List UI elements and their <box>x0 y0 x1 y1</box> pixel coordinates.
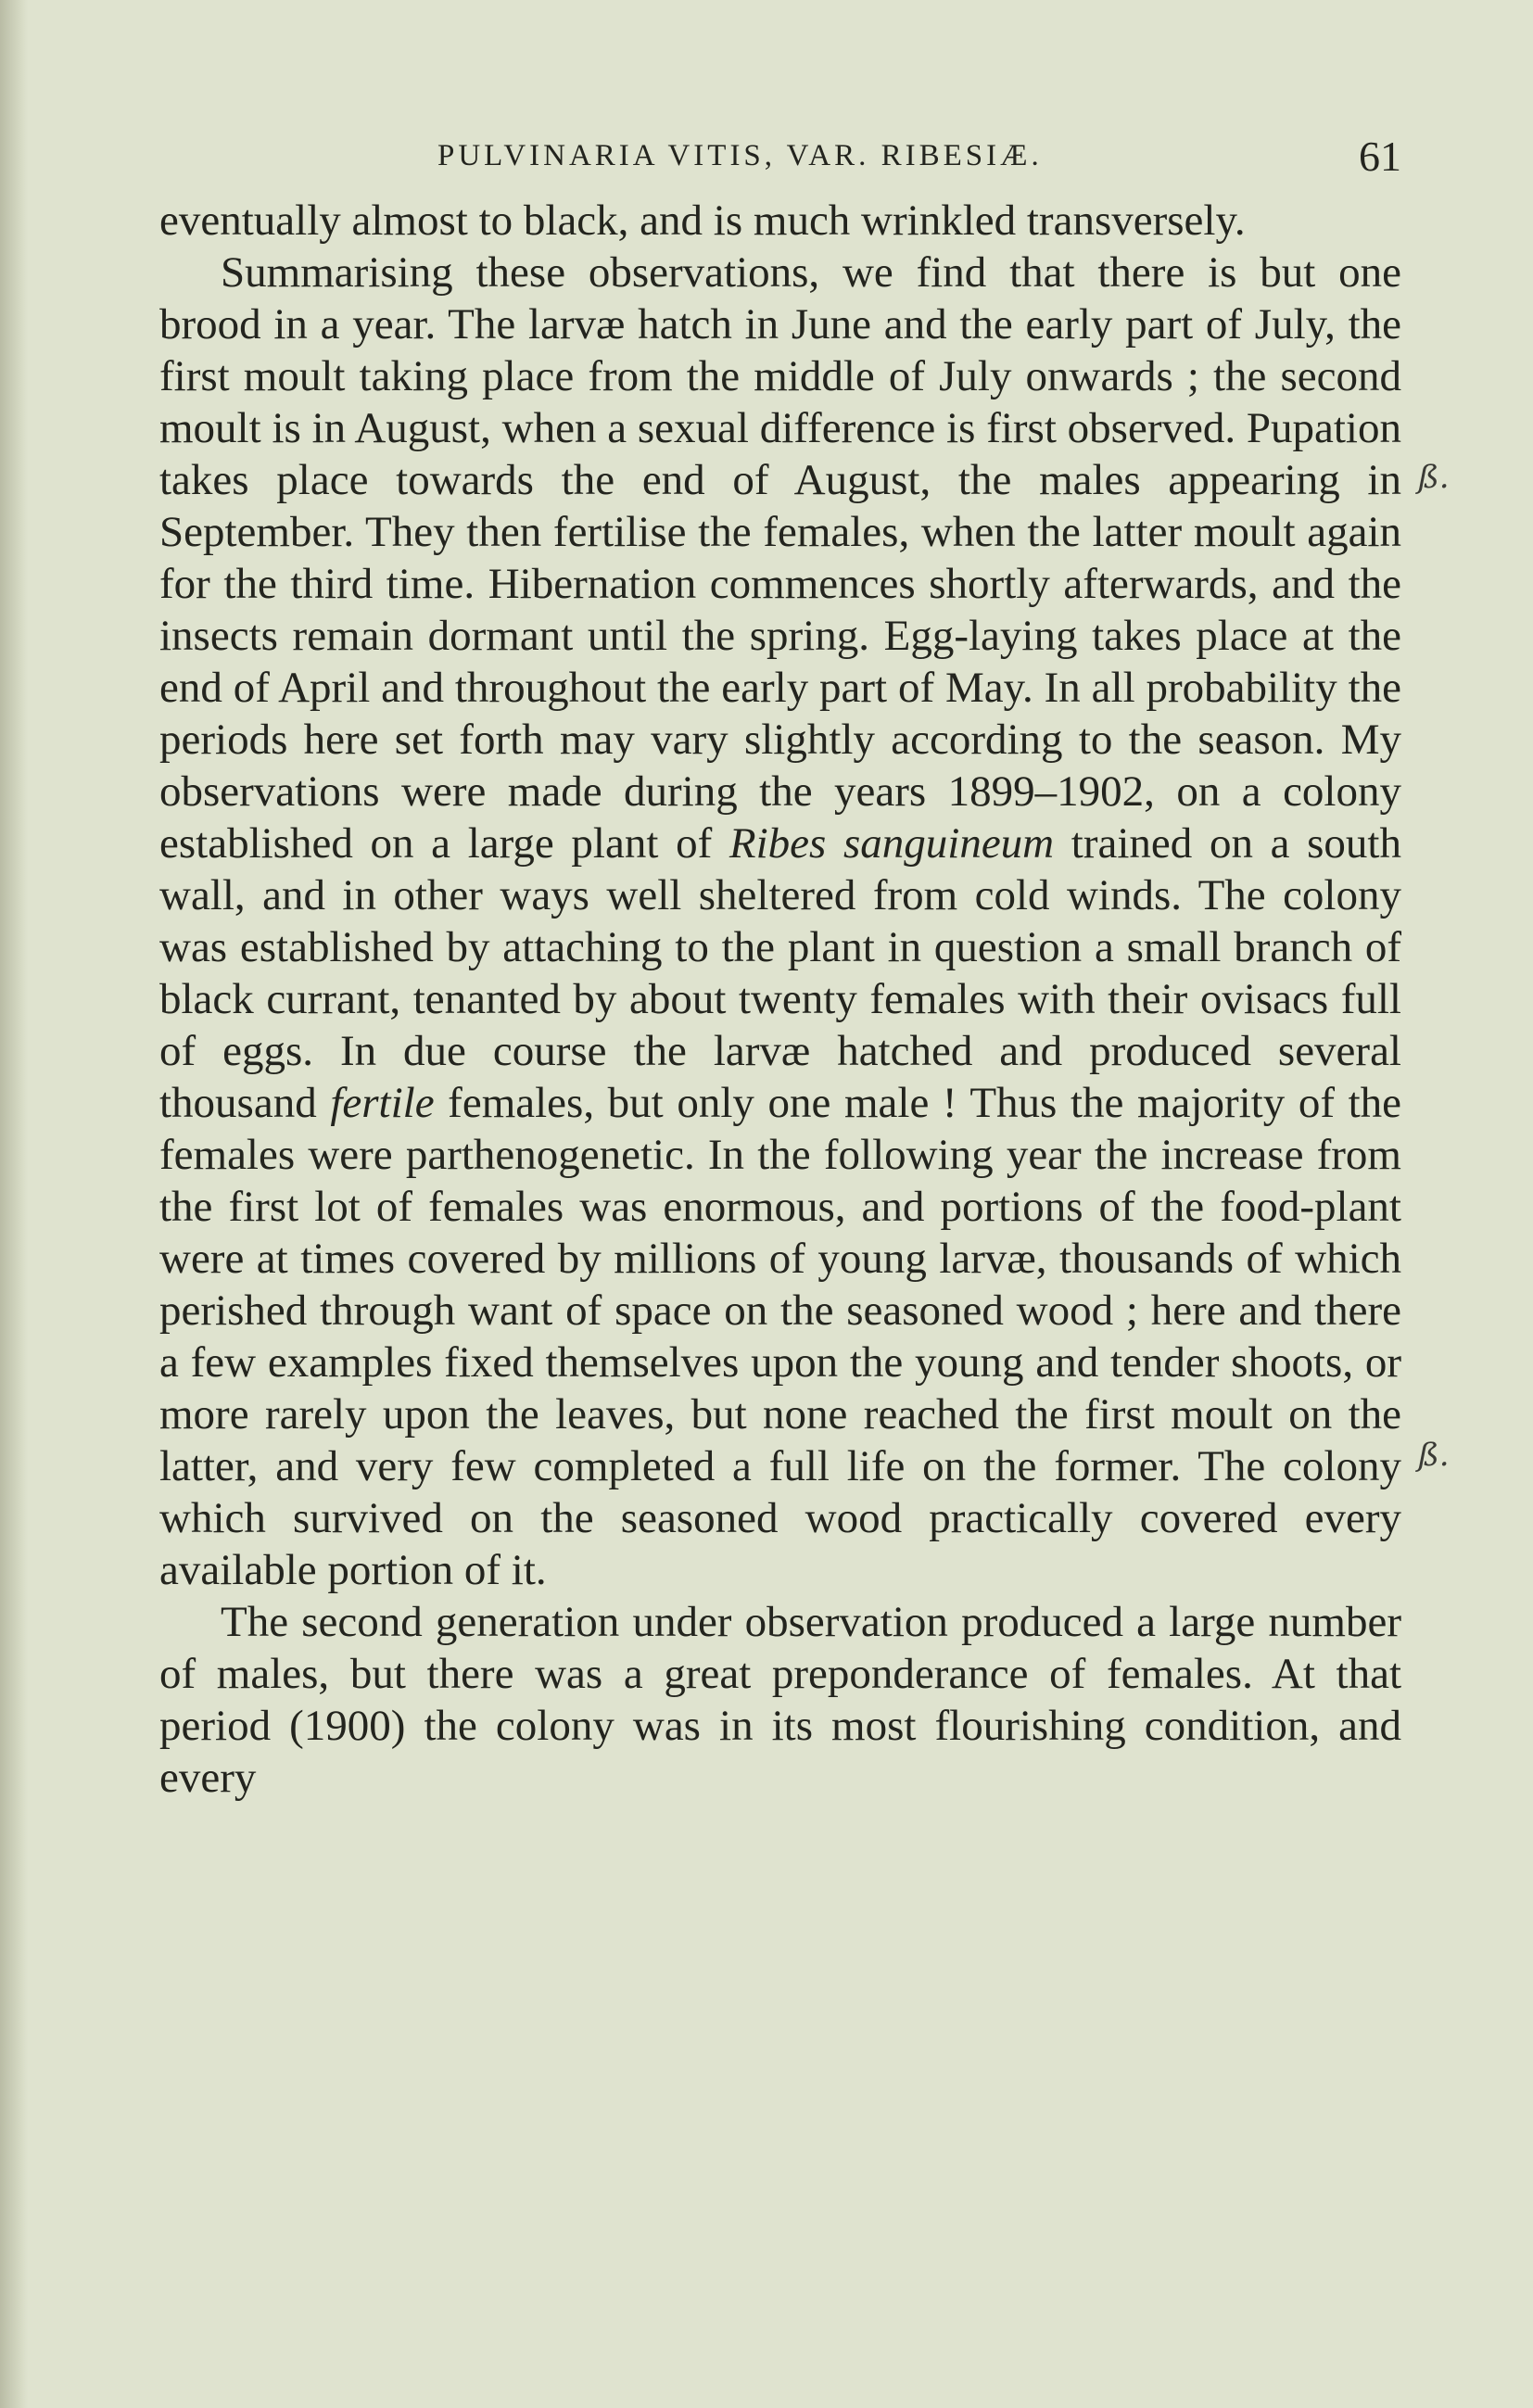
body-text <box>159 195 1401 1804</box>
paragraph-text: eventually almost to black, and is much wrinkled transversely. <box>159 196 1246 245</box>
paragraph <box>159 247 1401 1596</box>
margin-annotation: ß. <box>1418 459 1450 496</box>
running-head <box>159 120 1401 195</box>
paragraph <box>159 1596 1401 1804</box>
italic-text: fertile <box>330 1079 435 1127</box>
paragraph-text: females, but only one male ! Thus the majority of the females were parthenogenetic. In the following year the increase from the first lot of females was enormous, and portions of the food-plant were at times covered by millions of young larvæ, thousands of which perished through want of space on the seasoned wood ; here and there a few examples fixed themselves upon the young and tender shoots, or more rarely upon the leaves, but none reached the first moult on the latter, and very few completed a full life on the former. The colony which survived on the seasoned wood practically covered every available portion of it. <box>159 1079 1401 1594</box>
book-page <box>159 120 1401 1804</box>
running-head-title: PULVINARIA VITIS, VAR. RIBESIÆ. <box>437 139 1043 172</box>
italic-text: Ribes sanguineum <box>728 819 1055 868</box>
paragraph-text: The second generation under observation produced a large number of males, but there was a great preponderance of females. At that period (1900) the colony was in its most flourishing condition, and every <box>159 1598 1401 1802</box>
page-number: 61 <box>1359 133 1401 180</box>
paragraph-text: trained on a south wall, and in other ways well sheltered from cold winds. The colony was established by attaching to the plant in question a small branch of black currant, tenanted by about twenty females with their ovisacs full of eggs. In due course the larvæ hatched and produced several thousand <box>159 819 1401 1127</box>
paragraph-text: Summarising these observations, we find that there is but one brood in a year. The larvæ hatch in June and the early part of July, the first moult taking place from the middle of July onwards ; the second moult is in August, when a sexual difference is first observed. Pupation takes place towards the end of August, the males appearing in September. They then fertilise the females, when the latter moult again for the third time. Hibernation commences shortly afterwards, and the insects remain dormant until the spring. Egg-laying takes place at the end of April and throughout the early part of May. In all probability the periods here set forth may vary slightly according to the season. My observations were made during the years 1899–1902, on a colony established on a large plant of <box>159 248 1401 868</box>
paragraph <box>159 195 1401 247</box>
margin-annotation: ß. <box>1418 1437 1450 1474</box>
book-binding-edge <box>0 0 28 2408</box>
